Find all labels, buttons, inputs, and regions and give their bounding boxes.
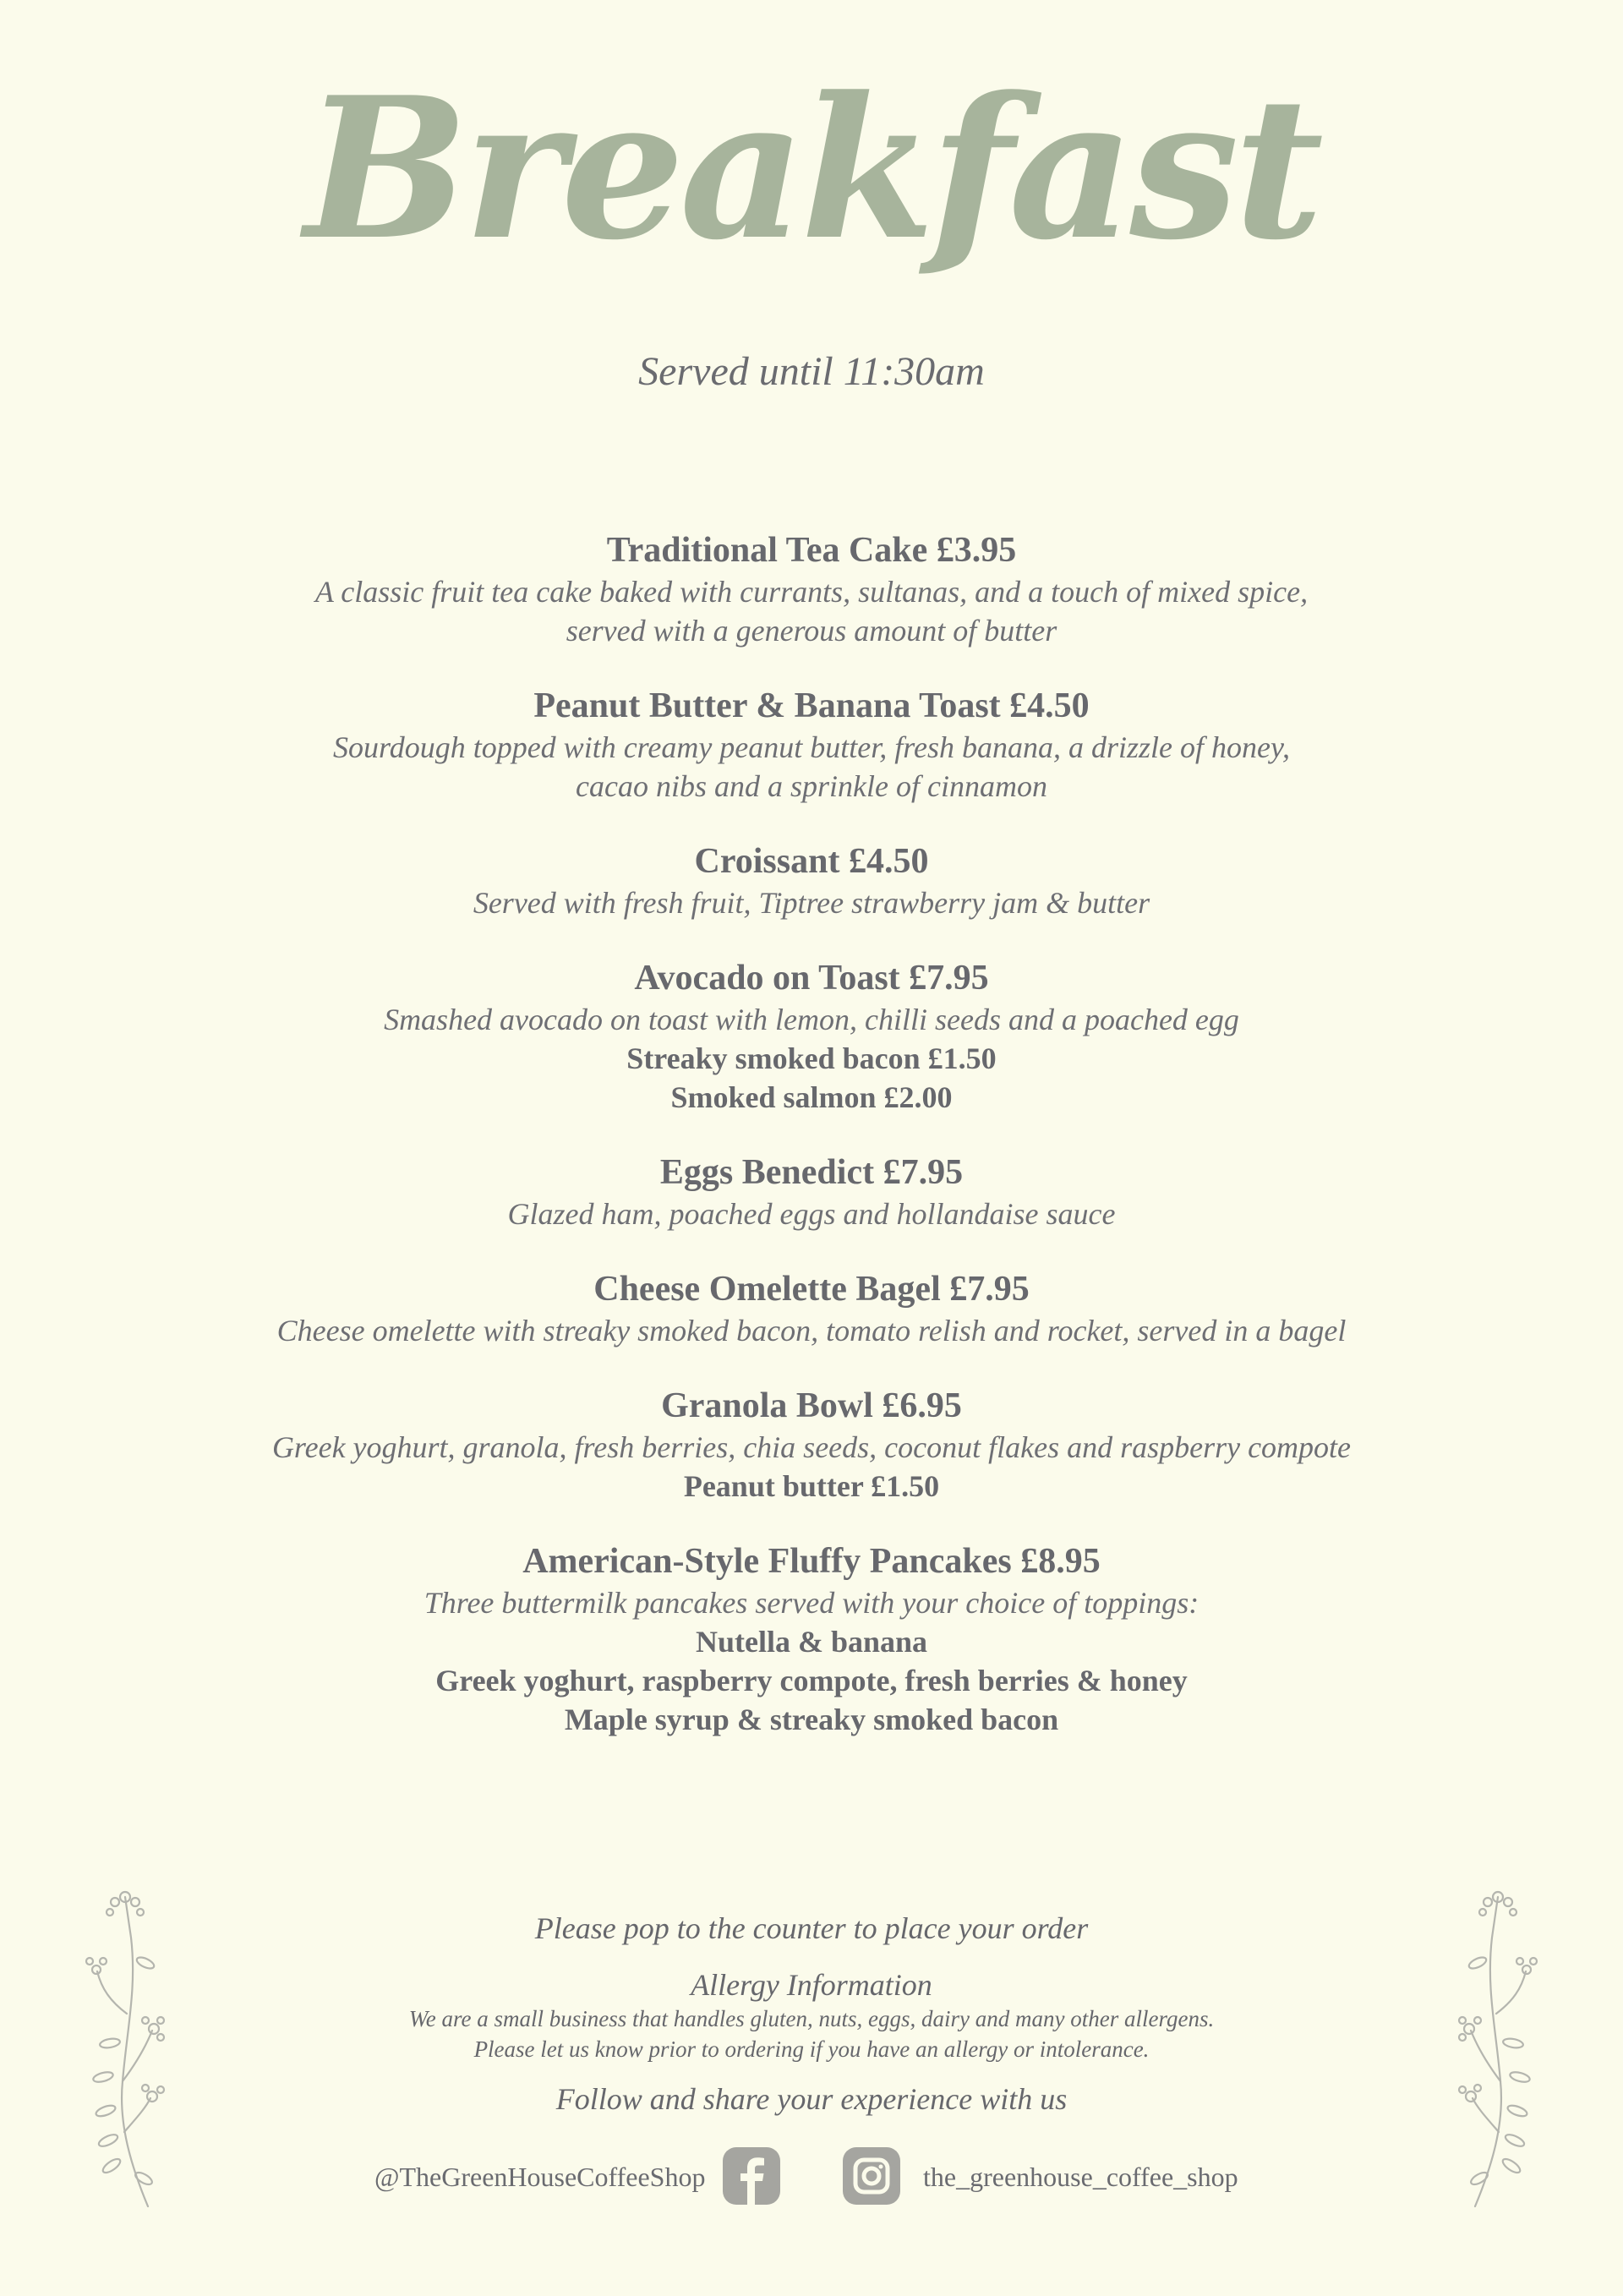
allergy-title: Allergy Information <box>691 1968 932 2002</box>
menu-item <box>0 956 1623 1117</box>
menu-item <box>0 1539 1623 1739</box>
menu-item-description: Greek yoghurt, granola, fresh berries, chia seeds, coconut flakes and raspberry compote <box>271 1430 1352 1464</box>
menu-item-extra: Streaky smoked bacon £1.50 <box>626 1041 997 1075</box>
menu-item-extra: Peanut butter £1.50 <box>683 1469 940 1503</box>
menu-item-name: Traditional Tea Cake £3.95 <box>606 531 1017 570</box>
facebook-handle[interactable]: @TheGreenHouseCoffeeShop <box>374 2162 706 2192</box>
instagram-handle[interactable]: the_greenhouse_coffee_shop <box>923 2162 1238 2192</box>
menu-list <box>0 528 1623 1773</box>
menu-item-description: A classic fruit tea cake baked with currants, sultanas, and a touch of mixed spice, <box>314 575 1309 609</box>
menu-title: Breakfast <box>304 55 1319 283</box>
menu-item-name: Avocado on Toast £7.95 <box>634 959 989 998</box>
menu-item-name: American-Style Fluffy Pancakes £8.95 <box>522 1542 1101 1581</box>
served-until-subtitle: Served until 11:30am <box>638 349 985 394</box>
menu-item-name: Cheese Omelette Bagel £7.95 <box>593 1270 1030 1309</box>
follow-us-text: Follow and share your experience with us <box>555 2082 1068 2116</box>
menu-item-extra: Maple syrup & streaky smoked bacon <box>564 1703 1059 1736</box>
menu-item-description: served with a generous amount of butter <box>566 614 1057 648</box>
menu-item-description: Sourdough topped with creamy peanut butter, fresh banana, a drizzle of honey, <box>333 730 1290 764</box>
menu-item <box>0 1267 1623 1350</box>
menu-item-description: Cheese omelette with streaky smoked bacon, tomato relish and rocket, served in a bagel <box>276 1314 1347 1348</box>
menu-item <box>0 1151 1623 1233</box>
menu-item <box>0 528 1623 650</box>
social-links <box>0 2147 1623 2206</box>
menu-item-description: Three buttermilk pancakes served with your choice of toppings: <box>424 1586 1199 1620</box>
menu-item-name: Peanut Butter & Banana Toast £4.50 <box>533 686 1090 725</box>
menu-item-description: Smashed avocado on toast with lemon, chilli seeds and a poached egg <box>384 1003 1239 1036</box>
allergy-text-line: We are a small business that handles gluten, nuts, eggs, dairy and many other allergens. <box>408 2006 1215 2031</box>
menu-item <box>0 839 1623 922</box>
allergy-text-line: Please let us know prior to ordering if you have an allergy or intolerance. <box>473 2036 1150 2062</box>
menu-item-name: Croissant £4.50 <box>694 842 929 881</box>
menu-item-description: Served with fresh fruit, Tiptree strawberry jam & butter <box>473 886 1150 920</box>
menu-item-name: Eggs Benedict £7.95 <box>659 1153 964 1192</box>
menu-item-extra: Smoked salmon £2.00 <box>670 1080 953 1114</box>
floral-sprig-decoration <box>1445 1887 1538 2208</box>
menu-item-name: Granola Bowl £6.95 <box>661 1386 962 1425</box>
menu-item <box>0 1384 1623 1506</box>
menu-item-extra: Greek yoghurt, raspberry compote, fresh berries & honey <box>435 1664 1188 1697</box>
floral-sprig-decoration <box>85 1887 178 2208</box>
menu-item-extra: Nutella & banana <box>695 1625 928 1659</box>
menu-item-description: cacao nibs and a sprinkle of cinnamon <box>576 769 1047 803</box>
footer-info <box>0 1909 1623 2118</box>
menu-item <box>0 684 1623 806</box>
order-note: Please pop to the counter to place your order <box>534 1911 1089 1945</box>
menu-item-description: Glazed ham, poached eggs and hollandaise sauce <box>507 1197 1116 1231</box>
instagram-icon[interactable] <box>843 2147 900 2205</box>
facebook-icon[interactable] <box>723 2147 780 2205</box>
